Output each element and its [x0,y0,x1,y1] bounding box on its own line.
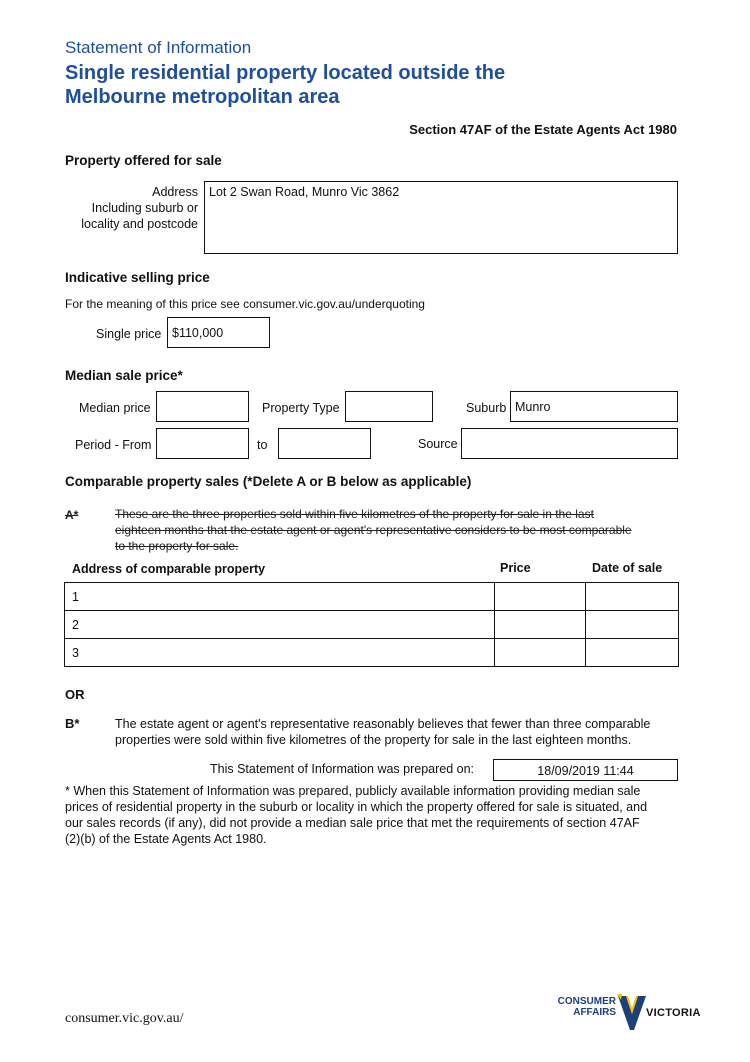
comparable-date-cell[interactable] [586,639,679,667]
footnote-line-3: our sales records (if any), did not provide a median sale price that met the requirements of section 47AF [65,816,640,830]
section-title-median: Median sale price* [65,368,183,383]
prepared-on-field[interactable]: 18/09/2019 11:44 [493,759,678,781]
option-b-text [115,716,695,748]
address-label: Address [152,185,198,199]
suburb-field[interactable]: Munro [510,391,678,422]
victoria-map-icon [616,994,648,1032]
footer-url: consumer.vic.gov.au/ [65,1011,184,1026]
source-field[interactable] [461,428,678,459]
document-subtitle: Statement of Information [65,38,252,57]
address-hint-2: locality and postcode [81,217,198,231]
single-price-label: Single price [96,327,162,341]
col-header-price: Price [500,561,531,575]
comparable-address-cell[interactable]: 3 [65,639,495,667]
table-row [65,583,679,611]
section-title-property: Property offered for sale [65,153,222,168]
source-label: Source [418,437,458,451]
comparable-price-cell[interactable] [495,583,586,611]
option-b-marker: B* [65,716,80,731]
period-from-label: Period - From [75,438,152,452]
period-from-field[interactable] [156,428,249,459]
footnote-line-4: (2)(b) of the Estate Agents Act 1980. [65,832,267,846]
property-type-field[interactable] [345,391,433,422]
comparable-address-cell[interactable]: 2 [65,611,495,639]
period-to-field[interactable] [278,428,371,459]
address-field[interactable]: Lot 2 Swan Road, Munro Vic 3862 [204,181,678,254]
comparable-date-cell[interactable] [586,611,679,639]
option-a-marker: A* [65,508,79,522]
comparable-price-cell[interactable] [495,611,586,639]
table-row [65,639,679,667]
or-separator: OR [65,687,85,702]
option-a-line-3: to the property for sale. [115,539,239,553]
median-price-field[interactable] [156,391,249,422]
option-a-line-2: eighteen months that the estate agent or agent's representative considers to be most comparable [115,523,632,537]
col-header-date: Date of sale [592,561,663,575]
single-price-field[interactable]: $110,000 [167,317,270,348]
comparable-address-cell[interactable]: 1 [65,583,495,611]
meaning-text: For the meaning of this price see consumer.vic.gov.au/underquoting [65,297,425,311]
document-title-line-1: Single residential property located outside the [65,62,506,84]
footnote [65,783,705,847]
comparable-table [64,582,679,667]
logo-text-stack [546,996,616,1018]
comparable-date-cell[interactable] [586,583,679,611]
option-a-line-1: These are the three properties sold within five kilometres of the property for sale in the last [115,507,594,521]
section-title-comparable: Comparable property sales (*Delete A or B below as applicable) [65,474,472,489]
option-b-line-1: The estate agent or agent's representative reasonably believes that fewer than three comparable [115,717,651,731]
address-hint-1: Including suburb or [91,201,198,215]
period-to-label: to [257,438,268,452]
logo-consumer-text: CONSUMER [557,996,616,1007]
act-reference: Section 47AF of the Estate Agents Act 1980 [409,122,677,137]
median-price-label: Median price [79,401,151,415]
option-a-text [115,506,685,554]
table-row [65,611,679,639]
section-title-indicative: Indicative selling price [65,270,210,285]
address-label-group [60,184,198,232]
footnote-line-2: prices of residential property in the suburb or locality in which the property offered for sale is situated, and [65,800,648,814]
col-header-address: Address of comparable property [72,562,266,576]
prepared-on-label: This Statement of Information was prepared on: [210,762,475,776]
footnote-line-1: * When this Statement of Information was prepared, publicly available information providing median sale [65,784,641,798]
consumer-affairs-victoria-logo [546,994,701,1034]
logo-victoria-text: VICTORIA [646,1007,701,1019]
logo-affairs-text: AFFAIRS [573,1007,616,1018]
option-b-line-2: properties were sold within five kilometres of the property for sale in the last eighteen months. [115,733,632,747]
comparable-price-cell[interactable] [495,639,586,667]
document-title-line-2: Melbourne metropolitan area [65,86,340,108]
property-type-label: Property Type [262,401,340,415]
suburb-label: Suburb [466,401,507,415]
